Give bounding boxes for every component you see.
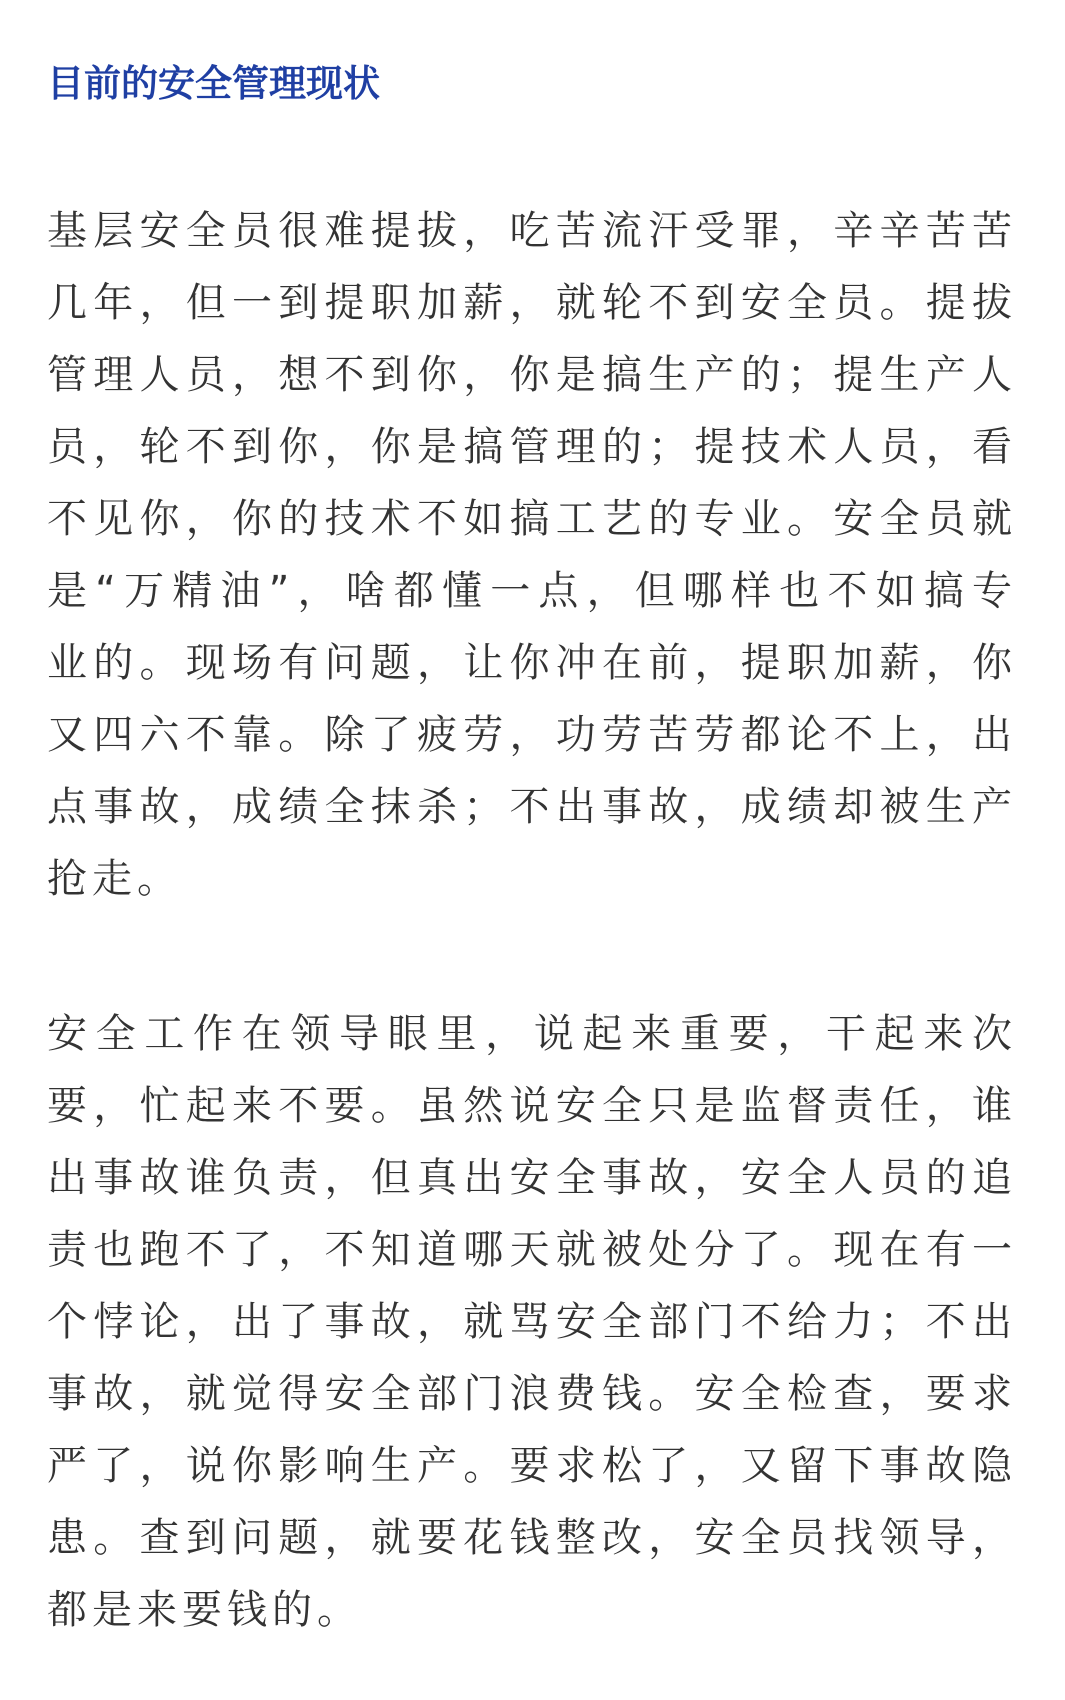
text-line: 点事故，成绩全抹杀；不出事故，成绩却被生产 <box>47 784 1017 830</box>
text-line: 又四六不靠。除了疲劳，功劳苦劳都论不上，出 <box>47 712 1017 758</box>
text-line: 安全工作在领导眼里，说起来重要，干起来次 <box>47 1011 1017 1057</box>
text-line: 不见你，你的技术不如搞工艺的专业。安全员就 <box>47 496 1017 542</box>
text-line: 患。查到问题，就要花钱整改，安全员找领导， <box>47 1515 1017 1561</box>
text-line: 业的。现场有问题，让你冲在前，提职加薪，你 <box>47 640 1017 686</box>
text-line: 事故，就觉得安全部门浪费钱。安全检查，要求 <box>47 1371 1017 1417</box>
paragraph-2 <box>47 998 1017 1646</box>
text-line: 个悖论，出了事故，就骂安全部门不给力；不出 <box>47 1299 1017 1345</box>
text-line: 基层安全员很难提拔，吃苦流汗受罪，辛辛苦苦 <box>47 208 1017 254</box>
text-line: 抢走。 <box>47 856 182 902</box>
article-heading: 目前的安全管理现状 <box>47 62 380 105</box>
text-line: 几年，但一到提职加薪，就轮不到安全员。提拔 <box>47 280 1017 326</box>
paragraph-1 <box>47 195 1017 915</box>
text-line: 管理人员，想不到你，你是搞生产的；提生产人 <box>47 352 1017 398</box>
text-line: 都是来要钱的。 <box>47 1587 362 1633</box>
text-line: 是“万精油”，啥都懂一点，但哪样也不如搞专 <box>47 568 1017 614</box>
text-line: 要，忙起来不要。虽然说安全只是监督责任，谁 <box>47 1083 1017 1129</box>
text-line: 严了，说你影响生产。要求松了，又留下事故隐 <box>47 1443 1017 1489</box>
text-line: 出事故谁负责，但真出安全事故，安全人员的追 <box>47 1155 1017 1201</box>
text-line: 责也跑不了，不知道哪天就被处分了。现在有一 <box>47 1227 1017 1273</box>
text-line: 员，轮不到你，你是搞管理的；提技术人员，看 <box>47 424 1017 470</box>
